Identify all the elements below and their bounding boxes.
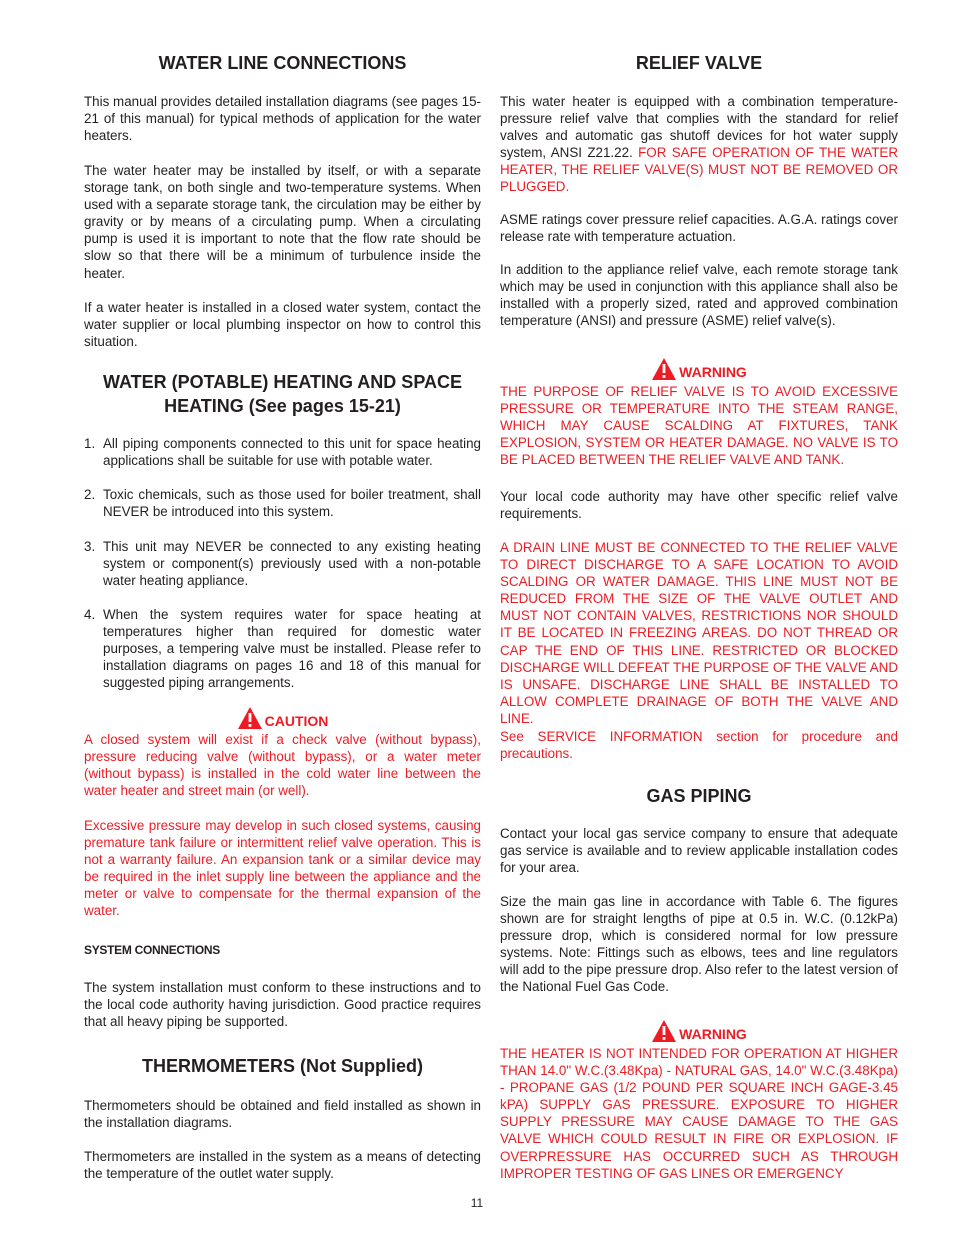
warning-heading-1 [500, 357, 898, 381]
list-item [84, 435, 481, 469]
list-number: 1. [84, 436, 96, 451]
caution-label: CAUTION [264, 713, 329, 729]
gas-paragraph-1: Contact your local gas service company to ensure that adequate gas service is available and to review applicable installation codes for your area. [500, 826, 898, 876]
caution-paragraph-1: A closed system will exist if a check valve (without bypass), pressure reducing valve (without bypass), or a water meter (without bypass) is installed in the cold water line between the water heater and street main (or well). [84, 732, 481, 799]
warning-triangle-icon [237, 706, 263, 730]
list-text: Toxic chemicals, such as those used for boiler treatment, shall NEVER be introduced into this system. [103, 487, 481, 520]
system-connections-heading: SYSTEM CONNECTIONS [84, 943, 220, 957]
list-text: All piping components connected to this unit for space heating applications shall be suitable for use with potable water. [103, 436, 481, 469]
relief-paragraph-1-text: This water heater is equipped with a combination temperature-pressure relief valve that complies with the standard for relief valves and automatic gas shutoff devices for hot water supply system, ANSI Z21.22. [500, 94, 898, 161]
gas-piping-heading: GAS PIPING [646, 786, 752, 806]
warning-label-1: WARNING [679, 364, 747, 380]
list-item [84, 606, 481, 691]
list-text: When the system requires water for space heating at temperatures higher than required for domestic water purposes, a tempering valve must be installed. Please refer to installation diagrams on pages 16 and 18 of this manual for suggested piping arrangements. [103, 607, 481, 691]
list-number: 2. [84, 487, 96, 502]
relief-paragraph-4: Your local code authority may have other specific relief valve requirements. [500, 489, 898, 522]
list-item [84, 486, 481, 520]
page-number: 11 [470, 1196, 484, 1210]
water-line-paragraph-1: This manual provides detailed installation diagrams (see pages 15-21 of this manual) for typical methods of application for the water heaters. [84, 94, 481, 144]
drain-line-text: A DRAIN LINE MUST BE CONNECTED TO THE RELIEF VALVE TO DIRECT DISCHARGE TO A SAFE LOCATION TO AVOID SCALDING OR WATER DAMAGE. THIS LINE MUST NOT BE REDUCED FROM THE SIZE OF THE VALVE OUTLET AND MUST NOT CONTAIN VALVES, RESTRICTIONS NOR SHOULD IT BE LOCATED IN FREEZING AREAS. DO NOT THREAD OR CAP THE END OF THIS LINE. RESTRICTED OR BLOCKED DISCHARGE WILL DEFEAT THE PURPOSE OF THE VALVE AND IS UNSAFE. DISCHARGE LINE SHALL BE INSTALLED TO ALLOW COMPLETE DRAINAGE OF BOTH THE VALVE AND LINE. [500, 540, 898, 726]
warning-text-2: THE HEATER IS NOT INTENDED FOR OPERATION AT HIGHER THAN 14.0" W.C.(3.48Kpa) - NATURAL GAS, 14.0" W.C.(3.48Kpa) - PROPANE GAS (1/2 POUND PER SQUARE INCH GAGE-3.45 kPA) SUPPLY GAS PRESSURE. EXPOSURE TO HIGHER SUPPLY PRESSURE MAY CAUSE DAMAGE TO THE GAS VALVE WHICH COULD RESULT IN FIRE OR EXPLOSION. IF OVERPRESSURE HAS OCCURRED SUCH AS THROUGH IMPROPER TESTING OF GAS LINES OR EMERGENCY [500, 1046, 898, 1181]
caution-paragraph-2: Excessive pressure may develop in such closed systems, causing premature tank failure or intermittent relief valve operation. This is not a warranty failure. An expansion tank or a similar device may be required in the inlet supply line between the appliance and the meter or valve to compensate for the thermal expansion of the water. [84, 818, 481, 919]
relief-paragraph-2: ASME ratings cover pressure relief capacities. A.G.A. ratings cover release rate with temperature actuation. [500, 212, 898, 245]
water-line-heading: WATER LINE CONNECTIONS [158, 53, 407, 73]
relief-valve-heading: RELIEF VALVE [635, 53, 763, 73]
water-line-paragraph-3: If a water heater is installed in a closed water system, contact the water supplier or local plumbing inspector on how to control this situation. [84, 300, 481, 350]
potable-heading-line-1: WATER (POTABLE) HEATING AND SPACE [103, 372, 462, 392]
caution-heading [84, 706, 481, 730]
thermometers-heading: THERMOMETERS (Not Supplied) [142, 1056, 423, 1076]
warning-text-1: THE PURPOSE OF RELIEF VALVE IS TO AVOID EXCESSIVE PRESSURE OR TEMPERATURE INTO THE STEAM RANGE, WHICH MAY CAUSE SCALDING AT FIXTURES, TANK EXPLOSION, SYSTEM OR HEATER DAMAGE. NO VALVE IS TO BE PLACED BETWEEN THE RELIEF VALVE AND TANK. [500, 384, 898, 468]
list-number: 4. [84, 607, 96, 622]
relief-paragraph-1 [500, 93, 898, 196]
warning-triangle-icon [651, 357, 677, 381]
warning-triangle-icon [651, 1019, 677, 1043]
water-line-paragraph-2: The water heater may be installed by itself, or with a separate storage tank, on both single and two-temperature systems. When used with a separate storage tank, the circulation may be either by gravity or by means of a circulating pump. When a circulating pump is used it is important to note that the flow rate should be slow so that there will be a minimum of turbulence inside the heater. [84, 163, 481, 281]
warning-label-2: WARNING [679, 1026, 747, 1042]
relief-paragraph-1-warning: FOR SAFE OPERATION OF THE WATER HEATER, THE RELIEF VALVE(S) MUST NOT BE REMOVED OR PLUGGED. [500, 145, 898, 195]
system-paragraph: The system installation must conform to these instructions and to the local code authority having jurisdiction. Good practice requires that all heavy piping be supported. [84, 980, 481, 1030]
list-number: 3. [84, 539, 96, 554]
gas-paragraph-2: Size the main gas line in accordance with Table 6. The figures shown are for straight lengths of pipe at 0.5 in. W.C. (0.12kPa) pressure drop, which is considered normal for low pressure systems. Note: Fittings such as elbows, tees and line regulators will add to the pipe pressure drop. Also refer to the latest version of the National Fuel Gas Code. [500, 894, 898, 995]
thermometers-paragraph-1: Thermometers should be obtained and field installed as shown in the installation diagrams. [84, 1098, 481, 1131]
list-item [84, 538, 481, 589]
warning-heading-2 [500, 1019, 898, 1043]
potable-heading-line-2: HEATING (See pages 15-21) [164, 396, 401, 416]
service-information-text: See SERVICE INFORMATION section for procedure and precautions. [500, 729, 898, 762]
list-text: This unit may NEVER be connected to any existing heating system or component(s) previously used with a non-potable water heating appliance. [103, 539, 481, 589]
thermometers-paragraph-2: Thermometers are installed in the system as a means of detecting the temperature of the outlet water supply. [84, 1149, 481, 1182]
relief-paragraph-3: In addition to the appliance relief valve, each remote storage tank which may be used in conjunction with this appliance shall also be installed with a properly sized, rated and approved combination temperature (ANSI) and pressure (ASME) relief valve(s). [500, 262, 898, 329]
